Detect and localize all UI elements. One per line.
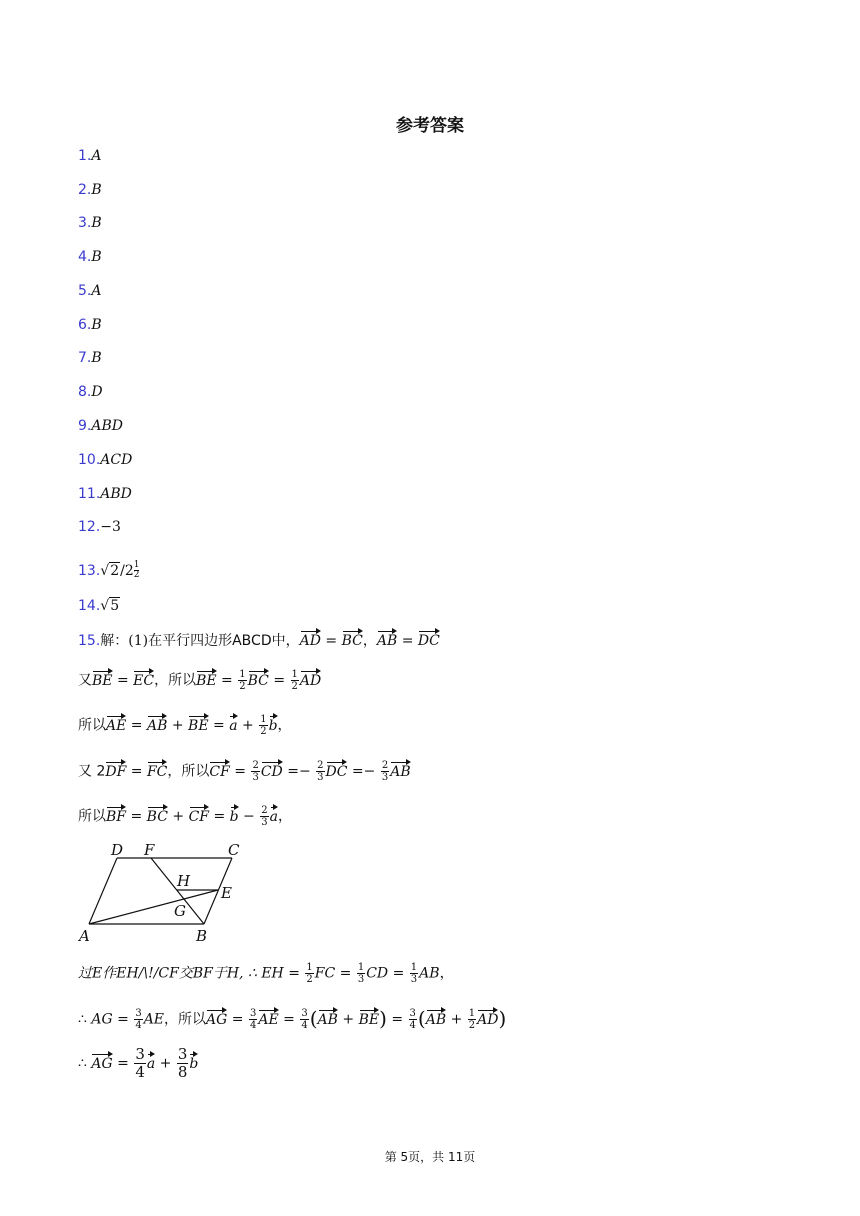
q15-line6: 过E作EH/\!/CF交BF于H, ∴ EH = $\frac{1}{2}$ FC = $\frac{1}{3}$ CD = $\frac{1}{3}$ AB， [78,962,454,985]
segment-DA [89,858,117,924]
q15-line7: ∴ AG = $\frac{3}{4}$ AE，所以AG = $\frac{3}{4}$ AE = $\frac{3}{4}$ (AB + BE) = $\frac{3}{4}$ (AB + $\frac{1}{2}$ AD) [78,1006,507,1031]
answer-row: 6.B [78,317,102,333]
answer-row: 7.B [78,350,102,366]
label-C: C [228,841,240,859]
answer-row: 12.−3 [78,519,121,535]
page-title: 参考答案 [396,116,464,136]
page-footer: 第 5页，共 11页 [384,1150,476,1164]
answer-row: 2.B [78,182,102,198]
answer-row: 5.A [78,283,102,299]
label-G: G [174,902,186,920]
answer-row: 1.A [78,148,102,164]
answer-row: 3.B [78,215,102,231]
answer-row: 14.√5 [78,598,120,614]
q15-line4: 又 2DF = FC，所以CF = $\frac{2}{3}$ CD =− $\frac{2}{3}$ DC =− $\frac{2}{3}$ AB [78,760,411,783]
segment-AE [89,890,218,924]
label-D: D [111,841,124,859]
answer-row: 8.D [78,384,103,400]
label-F: F [144,841,155,859]
q15-line8: ∴ AG = $\frac{3}{4}$ a + $\frac{3}{8}$ b [78,1045,199,1081]
parallelogram-figure [76,838,246,948]
q15-line2: 又BE = EC，所以BE = $\frac{1}{2}$ BC = $\frac{1}{2}$ AD [78,669,322,692]
answer-row: 4.B [78,249,102,265]
answer-row: 9.ABD [78,418,123,434]
q15-line3: 所以AE = AB + BE = a + $\frac{1}{2}$ b， [78,714,292,737]
label-H: H [177,872,191,890]
label-E: E [221,884,232,902]
answer-row: 10.ACD [78,452,133,468]
label-B: B [196,927,208,945]
answer-13-formula: √2/2 $\frac{1}{2}$ [100,560,140,580]
label-A: A [79,927,90,945]
answer-row: 11.ABD [78,486,132,502]
q15-line5: 所以BF = BC + CF = b − $\frac{2}{3}$ a， [78,805,292,828]
q15-line1: 15.解：(1)在平行四边形ABCD中，AD = BC，AB = DC [78,633,440,649]
answer-row: 13.√2/2 $\frac{1}{2}$ [78,560,140,580]
